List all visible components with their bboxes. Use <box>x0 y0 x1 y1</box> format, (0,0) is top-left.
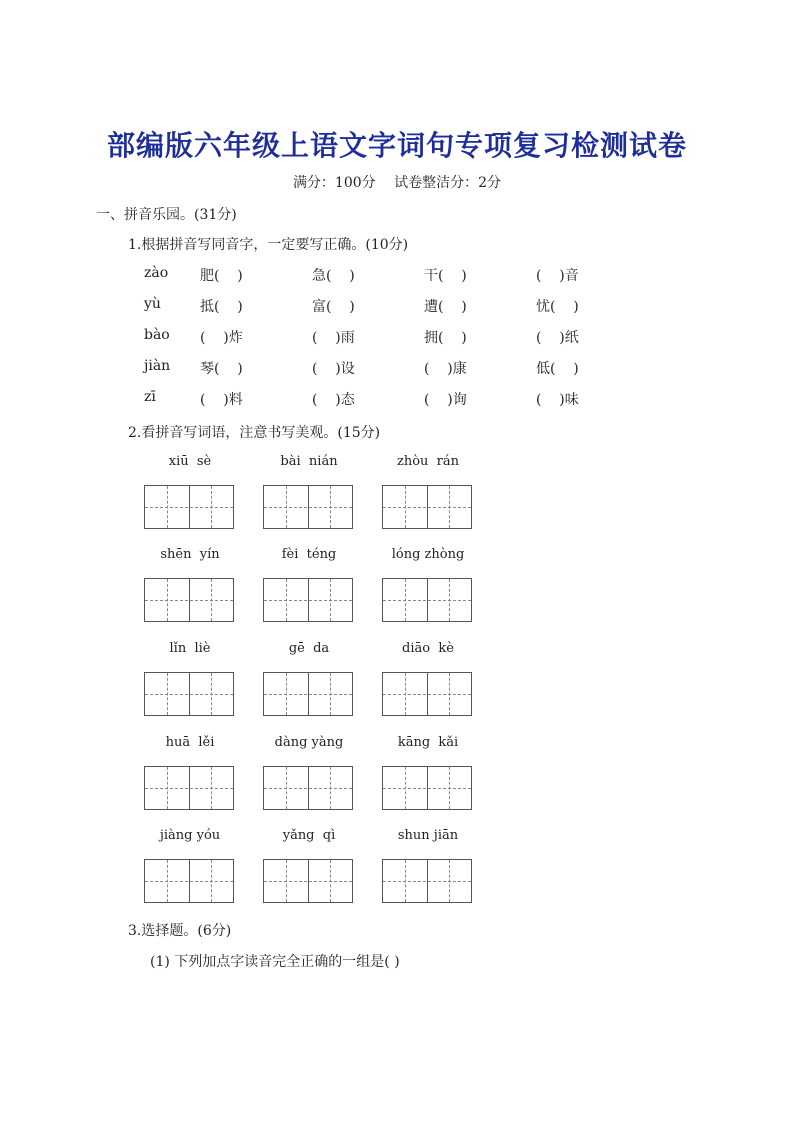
writing-grid[interactable] <box>144 485 234 529</box>
blank-cell[interactable]: ( )料 <box>200 392 243 408</box>
word-pinyin: xiū sè <box>168 454 212 469</box>
word-pinyin: fèi téng <box>281 547 337 562</box>
blank-cell[interactable]: 干( ) <box>424 268 467 284</box>
blank-cell[interactable]: ( )设 <box>312 361 355 377</box>
score-info <box>0 172 794 192</box>
writing-grid[interactable] <box>263 485 353 529</box>
blank-cell[interactable]: ( )味 <box>536 392 579 408</box>
word-pinyin: shēn yín <box>160 547 220 562</box>
row-pinyin: jiàn <box>144 358 171 374</box>
row-pinyin: zào <box>144 265 169 281</box>
writing-grid[interactable] <box>382 578 472 622</box>
word-pinyin: dàng yàng <box>274 735 344 750</box>
word-pinyin: gē da <box>288 641 330 656</box>
row-pinyin: bào <box>144 327 170 343</box>
blank-cell[interactable]: ( )纸 <box>536 330 579 346</box>
writing-grid[interactable] <box>144 859 234 903</box>
question-3-label: 3.选择题。(6分) <box>128 923 232 939</box>
writing-grid[interactable] <box>382 485 472 529</box>
word-pinyin: jiàng yóu <box>159 828 221 843</box>
blank-cell[interactable]: ( )雨 <box>312 330 355 346</box>
row-pinyin: zī <box>144 389 156 405</box>
word-pinyin: huā lěi <box>165 735 215 750</box>
writing-grid[interactable] <box>382 766 472 810</box>
blank-cell[interactable]: 低( ) <box>536 361 579 377</box>
blank-cell[interactable]: 琴( ) <box>200 361 243 377</box>
blank-cell[interactable]: 遭( ) <box>424 299 467 315</box>
word-pinyin: lóng zhòng <box>391 547 465 562</box>
writing-grid[interactable] <box>263 766 353 810</box>
blank-cell[interactable]: 忧( ) <box>536 299 579 315</box>
word-pinyin: diāo kè <box>402 641 454 656</box>
blank-cell[interactable]: ( )音 <box>536 268 579 284</box>
blank-cell[interactable]: ( )康 <box>424 361 467 377</box>
word-pinyin: bài nián <box>280 454 338 469</box>
blank-cell[interactable]: ( )炸 <box>200 330 243 346</box>
full-score: 满分：100分 <box>292 175 376 191</box>
writing-grid[interactable] <box>263 672 353 716</box>
blank-cell[interactable]: 富( ) <box>312 299 355 315</box>
section-heading: 一、拼音乐园。(31分) <box>96 207 237 223</box>
blank-cell[interactable]: ( )询 <box>424 392 467 408</box>
writing-grid[interactable] <box>382 672 472 716</box>
word-pinyin: yǎng qì <box>282 828 336 843</box>
writing-grid[interactable] <box>144 578 234 622</box>
writing-grid[interactable] <box>144 766 234 810</box>
row-pinyin: yù <box>144 296 161 312</box>
blank-cell[interactable]: ( )态 <box>312 392 355 408</box>
word-pinyin: lǐn liè <box>169 641 211 656</box>
writing-grid[interactable] <box>382 859 472 903</box>
page-title: 部编版六年级上语文字词句专项复习检测试卷 <box>106 129 687 162</box>
blank-cell[interactable]: 急( ) <box>312 268 355 284</box>
writing-grid[interactable] <box>144 672 234 716</box>
question-3-1: (1) 下列加点字读音完全正确的一组是( ) <box>150 954 400 970</box>
blank-cell[interactable]: 拥( ) <box>424 330 467 346</box>
neat-score: 试卷整洁分：2分 <box>394 175 502 191</box>
blank-cell[interactable]: 抵( ) <box>200 299 243 315</box>
word-pinyin: kāng kǎi <box>397 735 459 750</box>
word-pinyin: zhòu rán <box>396 454 460 469</box>
writing-grid[interactable] <box>263 859 353 903</box>
word-pinyin: shun jiān <box>397 828 459 843</box>
question-2-label: 2.看拼音写词语，注意书写美观。(15分) <box>128 425 381 441</box>
question-1-label: 1.根据拼音写同音字，一定要写正确。(10分) <box>128 237 409 253</box>
blank-cell[interactable]: 肥( ) <box>200 268 243 284</box>
writing-grid[interactable] <box>263 578 353 622</box>
